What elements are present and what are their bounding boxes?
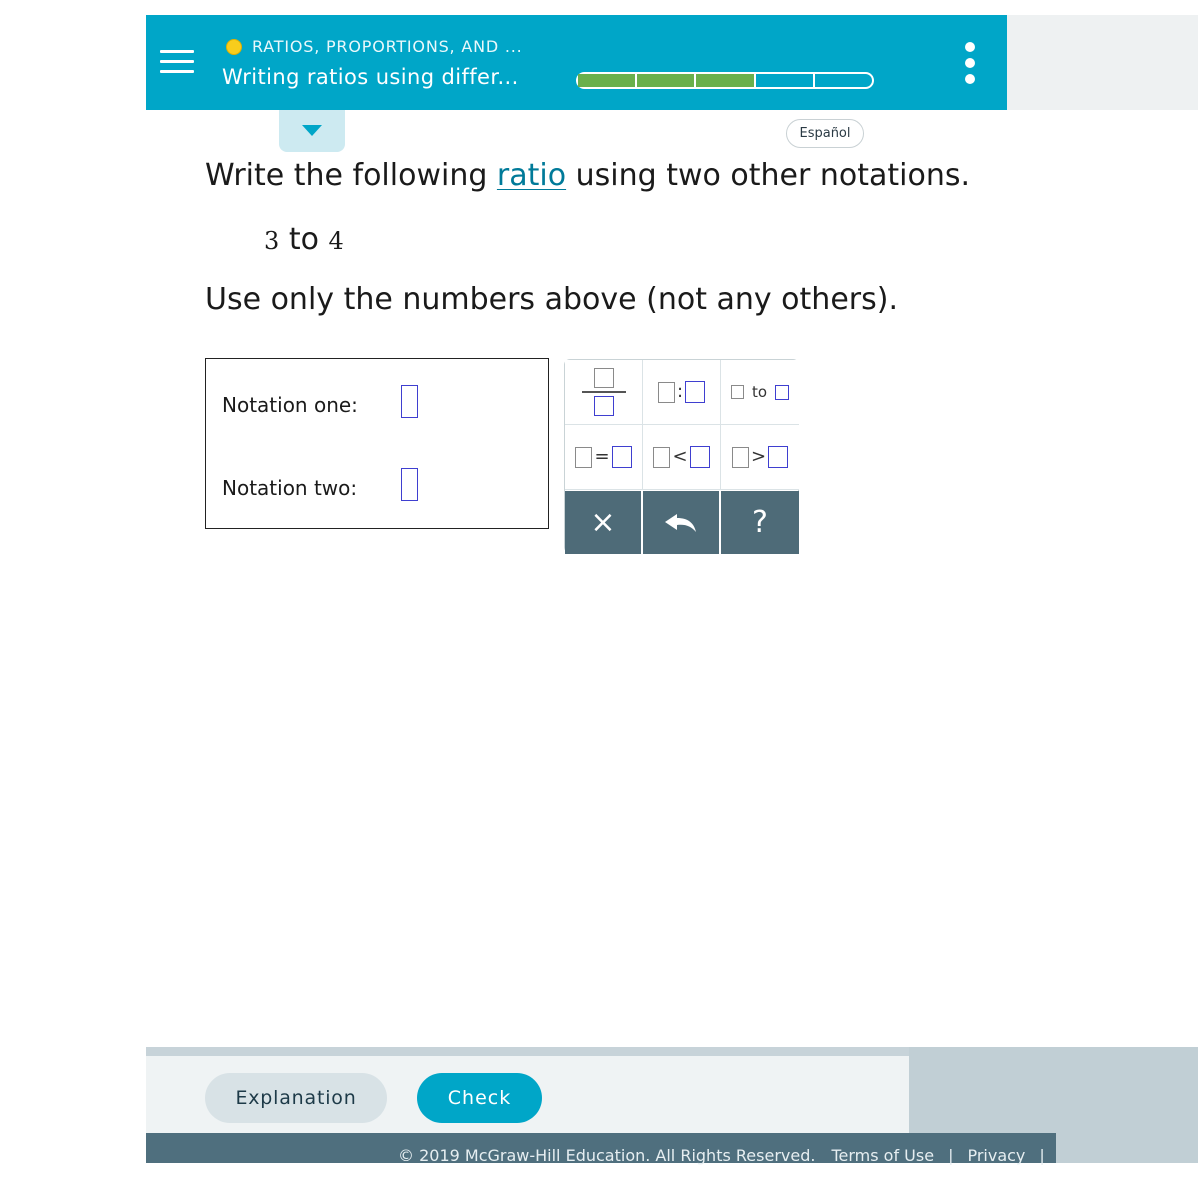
progress-segment — [756, 74, 815, 87]
placeholder-box-icon — [658, 382, 675, 403]
notation-one-label: Notation one: — [222, 393, 358, 417]
ratio-second-number: 4 — [328, 227, 344, 255]
question-prompt — [205, 158, 970, 193]
footer — [146, 1133, 1056, 1163]
math-keypad — [564, 359, 799, 553]
placeholder-box-icon — [653, 447, 670, 468]
greater-than-key[interactable] — [721, 425, 799, 490]
colon-symbol: : — [676, 381, 684, 402]
explanation-button[interactable]: Explanation — [205, 1073, 387, 1123]
placeholder-box-icon — [685, 381, 705, 403]
close-icon: × — [590, 504, 616, 540]
help-icon: ? — [752, 504, 768, 540]
ratio-word: to — [288, 222, 319, 257]
undo-key[interactable] — [643, 491, 721, 554]
footer-separator: | — [1039, 1146, 1045, 1165]
colon-ratio-key[interactable] — [643, 360, 721, 425]
clear-key[interactable] — [565, 491, 643, 554]
prompt-text-after: using two other notations. — [566, 158, 970, 193]
progress-segment — [578, 74, 637, 87]
espanol-button[interactable]: Español — [786, 119, 864, 148]
placeholder-box-icon — [690, 446, 710, 468]
less-than-symbol: < — [672, 446, 688, 467]
fraction-key[interactable] — [565, 360, 643, 425]
help-key[interactable] — [721, 491, 799, 554]
ratio-definition-link[interactable]: ratio — [496, 158, 567, 193]
progress-bar — [576, 72, 874, 89]
progress-segment — [637, 74, 696, 87]
placeholder-box-icon — [575, 447, 592, 468]
top-header — [146, 15, 1007, 110]
caret-down-icon — [302, 125, 322, 136]
placeholder-box-icon — [775, 385, 789, 400]
placeholder-box-icon — [731, 385, 744, 399]
lesson-title: Writing ratios using differ... — [222, 65, 519, 89]
header-toggle-tab[interactable] — [279, 110, 345, 152]
topic-label: RATIOS, PROPORTIONS, AND ... — [252, 37, 523, 56]
topic-status-dot-icon — [226, 39, 242, 55]
copyright-text: © 2019 McGraw-Hill Education. All Rights Reserved. — [398, 1146, 816, 1165]
undo-icon — [663, 512, 699, 534]
terms-of-use-link[interactable]: Terms of Use — [831, 1146, 935, 1165]
bottom-right-panel — [909, 1047, 1198, 1133]
more-options-icon[interactable] — [962, 42, 978, 84]
less-than-key[interactable] — [643, 425, 721, 490]
equal-key[interactable] — [565, 425, 643, 490]
footer-links — [398, 1146, 1078, 1165]
placeholder-box-icon — [612, 446, 632, 468]
hamburger-menu-icon[interactable] — [160, 48, 194, 76]
answer-box — [205, 358, 549, 529]
progress-segment — [815, 74, 872, 87]
instruction-text: Use only the numbers above (not any others). — [205, 282, 898, 317]
privacy-link[interactable]: Privacy — [967, 1146, 1026, 1165]
ratio-first-number: 3 — [264, 227, 280, 255]
greater-than-symbol: > — [750, 446, 767, 467]
notation-one-input[interactable] — [401, 385, 418, 418]
to-key-label: to — [751, 383, 768, 401]
given-ratio — [264, 222, 344, 257]
notation-two-input[interactable] — [401, 468, 418, 501]
to-ratio-key[interactable] — [721, 360, 799, 425]
fraction-template-icon — [582, 368, 626, 416]
prompt-text-before: Write the following — [205, 158, 497, 193]
placeholder-box-icon — [768, 446, 788, 468]
footer-separator: | — [948, 1146, 954, 1165]
notation-two-label: Notation two: — [222, 476, 358, 500]
footer-right-panel — [1056, 1133, 1198, 1163]
check-button[interactable]: Check — [417, 1073, 542, 1123]
equal-symbol: = — [594, 446, 610, 467]
progress-segment — [696, 74, 755, 87]
placeholder-box-icon — [732, 447, 749, 468]
header-gray-area — [1007, 15, 1198, 110]
